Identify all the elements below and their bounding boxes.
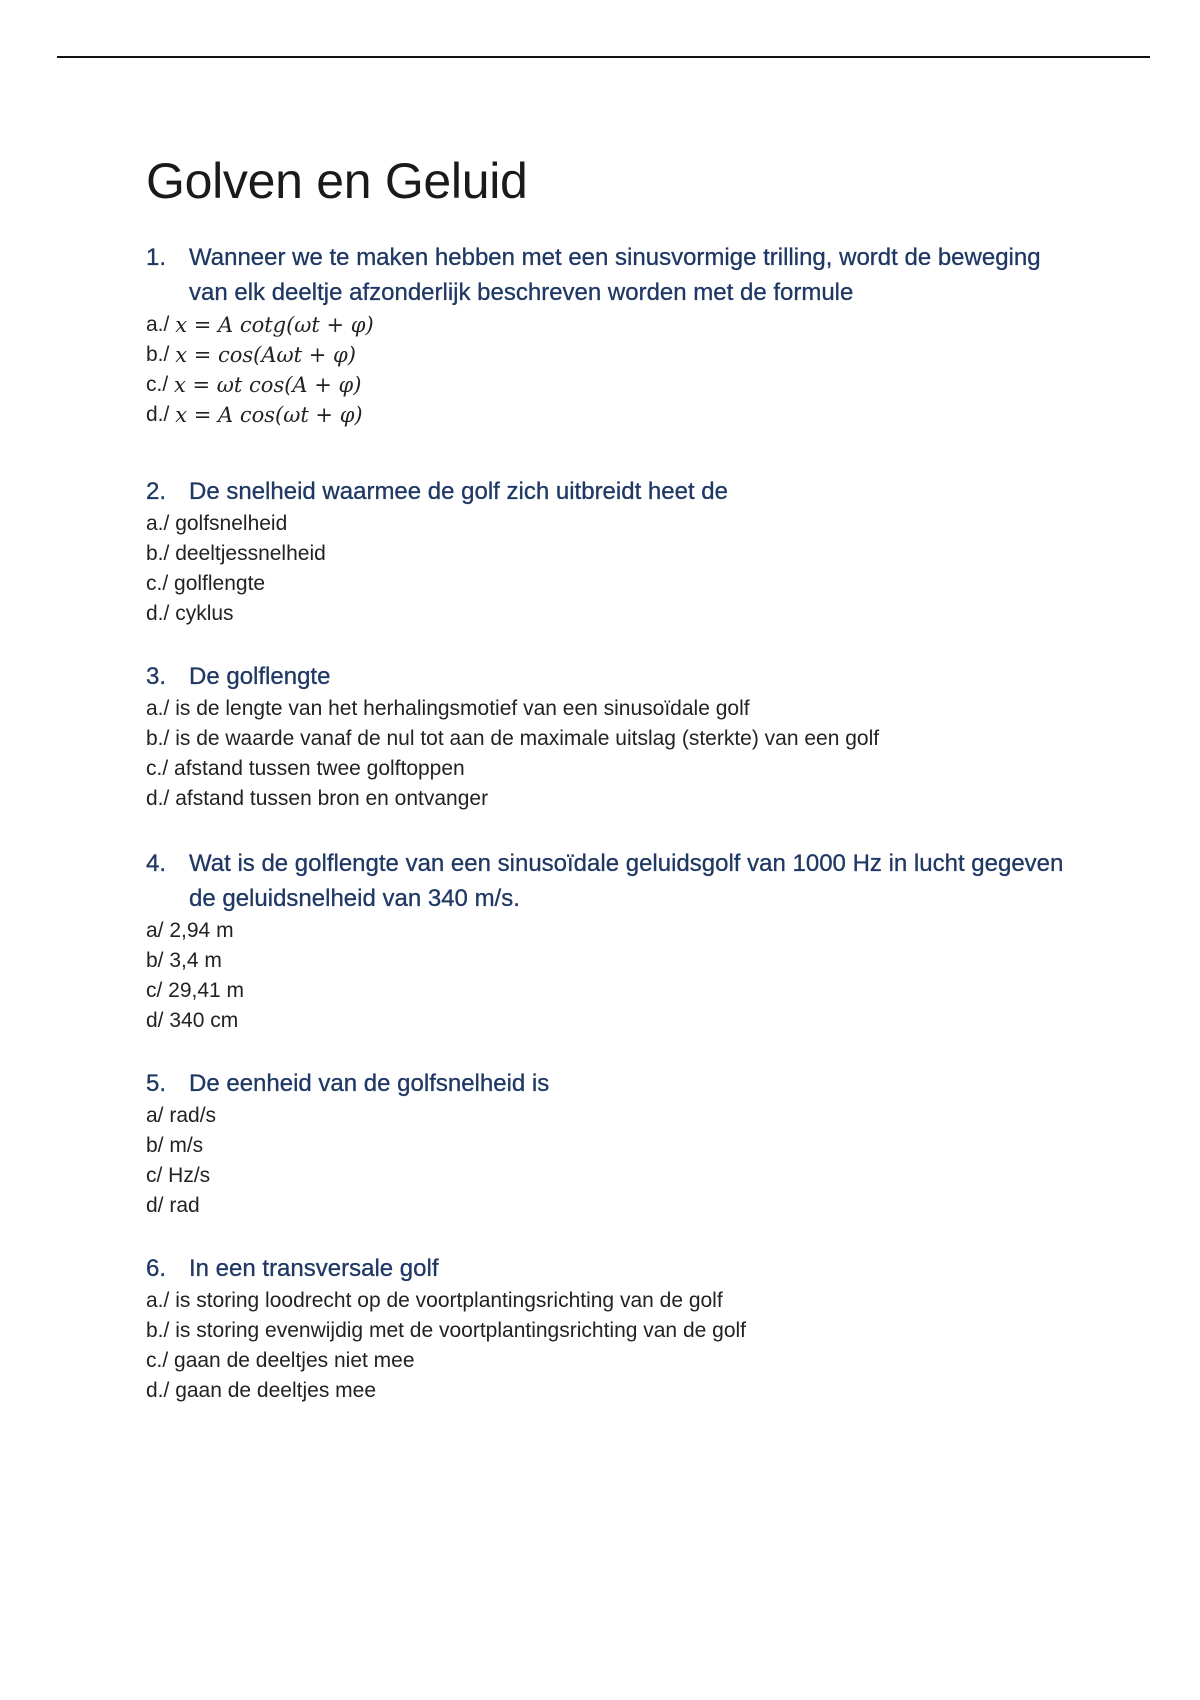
answer-option-c[interactable] xyxy=(146,1161,1066,1191)
option-label: b/ xyxy=(146,949,170,972)
answer-option-b[interactable] xyxy=(146,724,1066,754)
answer-option-c[interactable] xyxy=(146,754,1066,784)
option-text: m/s xyxy=(169,1134,204,1157)
answer-option-a[interactable] xyxy=(146,310,1066,340)
header-rule xyxy=(57,56,1150,58)
answer-option-d[interactable] xyxy=(146,1376,1066,1406)
option-text: rad/s xyxy=(169,1104,217,1127)
option-text: 29,41 m xyxy=(168,979,245,1002)
question-number: 2. xyxy=(146,478,167,505)
answer-options xyxy=(146,310,1066,430)
question-number: 5. xyxy=(146,1070,167,1097)
question-text: Wat is de golflengte van een sinusoïdale geluidsgolf van 1000 Hz in lucht gegeven de geluidsnelheid van 340 m/s. xyxy=(189,850,1064,912)
question-6 xyxy=(146,1251,1066,1406)
answer-options xyxy=(146,916,1066,1036)
question-number: 6. xyxy=(146,1255,167,1282)
answer-options xyxy=(146,1286,1066,1406)
option-label: c./ xyxy=(146,1349,175,1372)
question-text: De eenheid van de golfsnelheid is xyxy=(189,1070,550,1097)
option-text: 340 cm xyxy=(169,1009,239,1032)
answer-option-c[interactable] xyxy=(146,370,1066,400)
option-label: b/ xyxy=(146,1134,170,1157)
option-label: c./ xyxy=(146,373,175,396)
answer-option-a[interactable] xyxy=(146,1286,1066,1316)
answer-options xyxy=(146,694,1066,814)
option-text: afstand tussen twee golftoppen xyxy=(174,757,465,780)
question-heading xyxy=(146,659,1066,694)
question-heading xyxy=(146,846,1066,916)
option-label: d/ xyxy=(146,1194,170,1217)
answer-option-d[interactable] xyxy=(146,1191,1066,1221)
answer-options xyxy=(146,509,1066,629)
answer-option-c[interactable] xyxy=(146,976,1066,1006)
option-label: a/ xyxy=(146,1104,170,1127)
question-heading xyxy=(146,240,1066,310)
question-text: Wanneer we te maken hebben met een sinusvormige trilling, wordt de beweging van elk deeltje afzonderlijk beschreven worden met de formule xyxy=(189,244,1041,306)
answer-option-b[interactable] xyxy=(146,539,1066,569)
answer-option-a[interactable] xyxy=(146,509,1066,539)
option-label: a/ xyxy=(146,919,170,942)
option-label: c./ xyxy=(146,572,175,595)
answer-option-a[interactable] xyxy=(146,694,1066,724)
answer-option-a[interactable] xyxy=(146,1101,1066,1131)
answer-option-d[interactable] xyxy=(146,599,1066,629)
answer-option-b[interactable] xyxy=(146,1131,1066,1161)
option-label: b./ xyxy=(146,343,176,366)
answer-option-b[interactable] xyxy=(146,946,1066,976)
answer-option-b[interactable] xyxy=(146,340,1066,370)
question-number: 1. xyxy=(146,244,167,271)
answer-options xyxy=(146,1101,1066,1221)
option-label: a./ xyxy=(146,512,176,535)
question-heading xyxy=(146,1251,1066,1286)
option-label: a./ xyxy=(146,697,176,720)
answer-option-d[interactable] xyxy=(146,784,1066,814)
question-text: In een transversale golf xyxy=(189,1255,439,1282)
option-label: a./ xyxy=(146,1289,176,1312)
page-title: Golven en Geluid xyxy=(146,153,528,209)
option-text: 3,4 m xyxy=(169,949,222,972)
document-page xyxy=(146,150,1066,1436)
option-text: is de waarde vanaf de nul tot aan de maximale uitslag (sterkte) van een golf xyxy=(175,727,880,750)
option-text: is storing evenwijdig met de voortplantingsrichting van de golf xyxy=(175,1319,747,1342)
question-2 xyxy=(146,474,1066,629)
option-text: golflengte xyxy=(174,572,266,595)
option-text: gaan de deeltjes mee xyxy=(175,1379,376,1402)
question-number: 4. xyxy=(146,850,167,877)
question-3 xyxy=(146,659,1066,814)
option-label: c/ xyxy=(146,979,169,1002)
option-formula: x = cos(Aωt + φ) xyxy=(175,343,356,367)
answer-option-b[interactable] xyxy=(146,1316,1066,1346)
option-label: a./ xyxy=(146,313,176,336)
question-heading xyxy=(146,1066,1066,1101)
option-label: d./ xyxy=(146,1379,176,1402)
option-text: is de lengte van het herhalingsmotief van een sinusoïdale golf xyxy=(175,697,750,720)
option-label: d./ xyxy=(146,602,176,625)
option-formula: x = ωt cos(A + φ) xyxy=(174,373,362,397)
answer-option-c[interactable] xyxy=(146,1346,1066,1376)
option-text: afstand tussen bron en ontvanger xyxy=(175,787,489,810)
option-label: d./ xyxy=(146,403,176,426)
option-text: gaan de deeltjes niet mee xyxy=(174,1349,415,1372)
question-5 xyxy=(146,1066,1066,1221)
question-text: De golflengte xyxy=(189,663,331,690)
option-label: c./ xyxy=(146,757,175,780)
option-label: d/ xyxy=(146,1009,170,1032)
option-label: b./ xyxy=(146,542,176,565)
option-label: b./ xyxy=(146,727,176,750)
option-text: cyklus xyxy=(175,602,234,625)
option-text: rad xyxy=(169,1194,200,1217)
question-text: De snelheid waarmee de golf zich uitbreidt heet de xyxy=(189,478,728,505)
option-text: 2,94 m xyxy=(169,919,234,942)
option-formula: x = A cotg(ωt + φ) xyxy=(175,313,374,337)
answer-option-d[interactable] xyxy=(146,400,1066,430)
option-label: d./ xyxy=(146,787,176,810)
question-1 xyxy=(146,240,1066,430)
answer-option-d[interactable] xyxy=(146,1006,1066,1036)
question-number: 3. xyxy=(146,663,167,690)
option-text: Hz/s xyxy=(168,1164,211,1187)
option-label: b./ xyxy=(146,1319,176,1342)
option-text: is storing loodrecht op de voortplantingsrichting van de golf xyxy=(175,1289,723,1312)
question-4 xyxy=(146,846,1066,1036)
option-formula: x = A cos(ωt + φ) xyxy=(175,403,363,427)
answer-option-a[interactable] xyxy=(146,916,1066,946)
option-label: c/ xyxy=(146,1164,169,1187)
answer-option-c[interactable] xyxy=(146,569,1066,599)
option-text: deeltjessnelheid xyxy=(175,542,326,565)
option-text: golfsnelheid xyxy=(175,512,288,535)
question-heading xyxy=(146,474,1066,509)
